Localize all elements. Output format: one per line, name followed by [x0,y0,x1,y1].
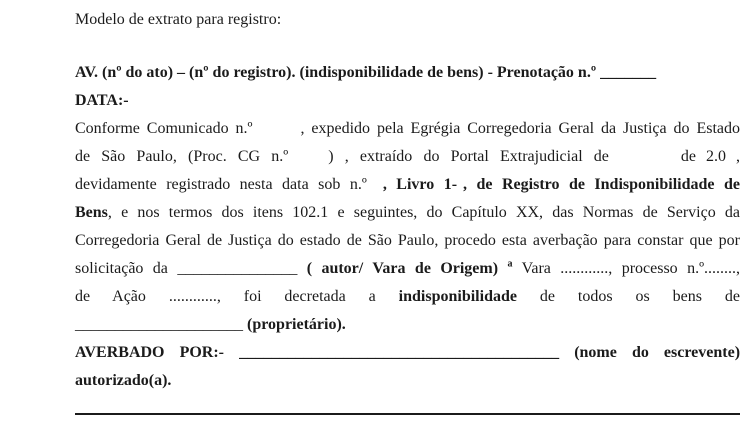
prenotacao-blank-field: _______ [600,64,657,81]
text-run-nome-escrevente: (nome do escrevente) [574,344,741,361]
blank-gap [252,132,300,133]
text-run-proc-cg: de São Paulo, (Proc. CG n.º [75,148,289,165]
paragraph-line-4 [75,199,740,227]
paragraph-line-2 [75,143,740,171]
blank-gap [288,160,328,161]
text-run-bens: Bens [75,204,108,221]
paragraph-line-7 [75,283,740,311]
paragraph-line-5: Corregedoria Geral de Justiça do estado de São Paulo, procedo esta averbação para constar que por [75,232,740,249]
text-run-de: de [680,148,697,165]
text-run-comma: , [736,148,741,165]
paragraph-line-8 [75,311,740,339]
av-heading-text: AV. (nº do ato) – (nº do registro). (indisponibilidade de bens) - Prenotação n.º [75,64,601,81]
text-run-termos: , e nos termos dos itens 102.1 e seguintes, do Capítulo XX, das Normas de Serviço da [107,204,740,221]
text-run-registro-indisponibilidade: , de Registro de Indisponibilidade de [463,176,740,193]
paragraph-line-6 [75,255,740,283]
text-run-proprietario: (proprietário). [247,316,346,333]
text-run-solicitacao: solicitação da [75,260,168,277]
text-run-expedido: , expedido pela Egrégia Corregedoria Geral da Justiça do Estado [300,120,740,137]
autor-blank-field: _______________ [177,260,298,277]
doc-title: Modelo de extrato para registro: [75,11,282,28]
superscript-a: a [507,258,513,270]
text-run-vara-processo: Vara ............, processo n.º........, [521,260,741,277]
paragraph-line-1 [75,115,740,143]
paragraph-line-3 [75,171,740,199]
bottom-rule [75,413,740,415]
escrevente-blank-field: ________________________________________ [239,344,560,361]
blank-gap [726,160,736,161]
blank-gap [696,160,706,161]
blank-gap [367,188,383,189]
text-run-autor-vara: ( autor/ Vara de Origem) [306,260,499,277]
text-run-registrado: devidamente registrado nesta data sob n.º [75,176,367,193]
text-run-todos-bens: de todos os bens de [539,288,741,305]
autorizado-line: autorizado(a). [75,372,172,389]
av-heading [75,59,740,87]
text-run-indisponibilidade: indisponibilidade [398,288,517,305]
averbado-line [75,339,740,367]
text-run-acao: de Ação ............, foi decretada a [75,288,376,305]
text-run-extraido: ) , extraído do Portal Extrajudicial de [328,148,609,165]
proprietario-blank-field: _____________________ [75,316,243,333]
text-run-version: 2.0 [706,148,727,165]
blank-gap [609,160,681,161]
data-heading: DATA:- [75,92,129,109]
averbado-label: AVERBADO POR:- [75,344,225,361]
text-run-livro: , Livro 1- [382,176,458,193]
text-run-comunicado: Conforme Comunicado n.º [75,120,253,137]
